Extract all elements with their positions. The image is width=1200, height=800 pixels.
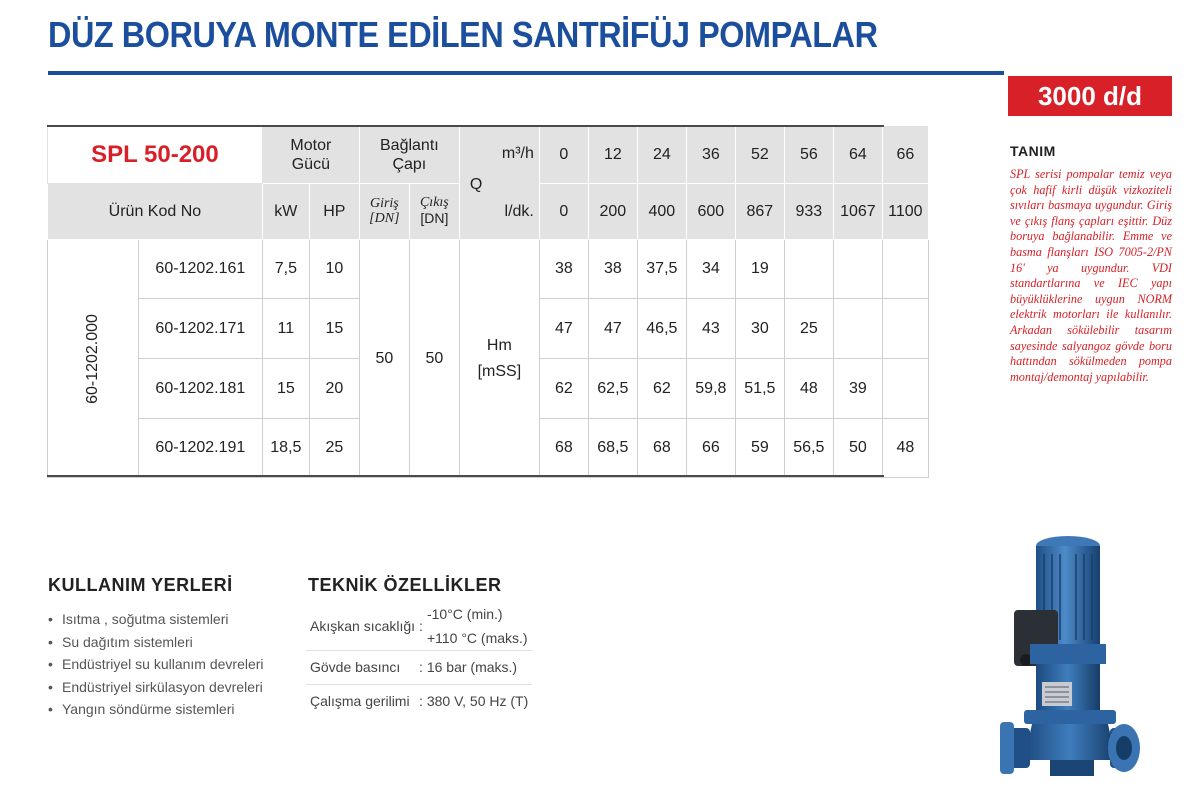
q-m3h-cell: 12: [588, 126, 637, 184]
cikis-label: Çıkış: [419, 195, 449, 210]
head-value: 62: [539, 359, 588, 419]
description-text: SPL serisi pompalar temiz veya çok hafif kirli düşük vizkoziteli sıvıları basmaya uygundur. Giriş ve çıkış flanş çapları eşittir. Düz boruya bağlanabilir. Emme ve basma flanşları ISO 7005-2/PN 16' ya uygundur. VDI standartlarına ve IEC yapı büyüklüklerine uygun NORM elektrik motorları ile kullanılır. Arkadan sökülebilir tasarım sayesinde salyangoz gövde boru hattından sökülmeden pompa montaj/demontaj yapılabilir.: [1010, 167, 1172, 384]
q-m3h-cell: 64: [833, 126, 882, 184]
kw-header: kW: [262, 184, 309, 240]
outlet-value: 50: [409, 240, 459, 478]
cikis-header: [409, 184, 459, 240]
voltage-label: Çalışma gerilimi: [310, 693, 410, 710]
head-value: 37,5: [637, 240, 686, 299]
kw-value: 18,5: [262, 419, 309, 478]
inlet-value: 50: [359, 240, 409, 478]
kod-header: Ürün Kod No: [48, 184, 263, 240]
product-code: 60-1202.191: [138, 419, 262, 478]
q-ldk-cell: 1067: [833, 184, 882, 240]
q-m3h-cell: 0: [539, 126, 588, 184]
q-m3h-cell: 36: [686, 126, 735, 184]
head-value: 48: [882, 419, 928, 478]
head-value: 19: [735, 240, 784, 299]
ldk-label: l/dk.: [504, 203, 534, 220]
head-value: 68: [539, 419, 588, 478]
hp-value: 25: [309, 419, 359, 478]
conn-header: [359, 126, 459, 184]
hp-header: HP: [309, 184, 359, 240]
giris-header: [359, 184, 409, 240]
head-value: 46,5: [637, 299, 686, 359]
head-value: [833, 240, 882, 299]
q-m3h-cell: 52: [735, 126, 784, 184]
q-ldk-cell: 400: [637, 184, 686, 240]
tech-title: TEKNİK ÖZELLİKLER: [308, 575, 502, 595]
usage-item: • Isıtma , soğutma sistemleri: [48, 608, 264, 631]
head-value: 48: [784, 359, 833, 419]
head-value: 50: [833, 419, 882, 478]
head-value: 39: [833, 359, 882, 419]
q-ldk-cell: 867: [735, 184, 784, 240]
product-code: 60-1202.181: [138, 359, 262, 419]
head-value: 43: [686, 299, 735, 359]
tech-table: [306, 602, 532, 718]
q-ldk-cell: 1100: [882, 184, 928, 240]
head-value: [784, 240, 833, 299]
body-pressure-label: Gövde basıncı: [306, 650, 419, 684]
speed-badge: 3000 d/d: [1008, 76, 1172, 116]
q-label: Q: [469, 176, 483, 193]
description-title: TANIM: [1010, 143, 1056, 159]
cikis-unit: [DN]: [420, 210, 449, 226]
hp-value: 15: [309, 299, 359, 359]
q-ldk-cell: 933: [784, 184, 833, 240]
fluid-temp-colon: :: [419, 602, 423, 650]
head-value: 47: [539, 299, 588, 359]
conn-label: Bağlantı Çapı: [380, 136, 439, 173]
voltage-value: : 380 V, 50 Hz (T): [419, 693, 529, 710]
head-value: 62: [637, 359, 686, 419]
usage-title: KULLANIM YERLERİ: [48, 575, 233, 595]
head-value: 30: [735, 299, 784, 359]
head-value: 47: [588, 299, 637, 359]
group-code-cell: [48, 240, 139, 478]
hm-cell: [459, 240, 539, 478]
head-value: 56,5: [784, 419, 833, 478]
usage-item: • Yangın söndürme sistemleri: [48, 698, 264, 721]
q-ldk-cell: 0: [539, 184, 588, 240]
kw-value: 15: [262, 359, 309, 419]
q-m3h-cell: 66: [882, 126, 928, 184]
head-value: [882, 359, 928, 419]
q-ldk-cell: 600: [686, 184, 735, 240]
hp-value: 10: [309, 240, 359, 299]
head-value: 34: [686, 240, 735, 299]
usage-item: • Endüstriyel sirkülasyon devreleri: [48, 676, 264, 699]
head-value: 66: [686, 419, 735, 478]
head-value: 68,5: [588, 419, 637, 478]
head-value: 62,5: [588, 359, 637, 419]
head-value: 68: [637, 419, 686, 478]
kw-value: 11: [262, 299, 309, 359]
head-value: 38: [588, 240, 637, 299]
usage-item: • Endüstriyel su kullanım devreleri: [48, 653, 264, 676]
page-title: DÜZ BORUYA MONTE EDİLEN SANTRİFÜJ POMPALAR: [48, 14, 878, 55]
fluid-temp-max: +110 °C (maks.): [423, 626, 532, 650]
usage-item: • Su dağıtım sistemleri: [48, 631, 264, 654]
hp-value: 20: [309, 359, 359, 419]
hm-unit: [mSS]: [477, 362, 522, 380]
motor-header: [262, 126, 359, 184]
pump-illustration: [996, 532, 1146, 787]
title-rule: [48, 71, 1004, 75]
hm-label: Hm: [486, 336, 512, 354]
giris-label: Giriş [DN]: [369, 196, 400, 226]
q-header: [459, 126, 539, 240]
body-pressure-value: : 16 bar (maks.): [419, 650, 532, 684]
head-value: [882, 299, 928, 359]
head-value: 59,8: [686, 359, 735, 419]
head-value: 59: [735, 419, 784, 478]
q-m3h-cell: 24: [637, 126, 686, 184]
product-code: 60-1202.171: [138, 299, 262, 359]
spec-table: [47, 125, 929, 478]
q-m3h-cell: 56: [784, 126, 833, 184]
model-name: SPL 50-200: [48, 126, 263, 184]
q-ldk-cell: 200: [588, 184, 637, 240]
head-value: [882, 240, 928, 299]
head-value: [833, 299, 882, 359]
product-code: 60-1202.161: [138, 240, 262, 299]
m3h-label: m³/h: [501, 145, 534, 162]
head-value: 51,5: [735, 359, 784, 419]
usage-list: [48, 608, 264, 721]
fluid-temp-label: Akışkan sıcaklığı: [306, 602, 419, 650]
head-value: 25: [784, 299, 833, 359]
fluid-temp-min: -10°C (min.): [426, 606, 503, 622]
head-value: 38: [539, 240, 588, 299]
kw-value: 7,5: [262, 240, 309, 299]
group-code: 60-1202.000: [83, 313, 101, 404]
motor-label: Motor Gücü: [290, 136, 332, 173]
